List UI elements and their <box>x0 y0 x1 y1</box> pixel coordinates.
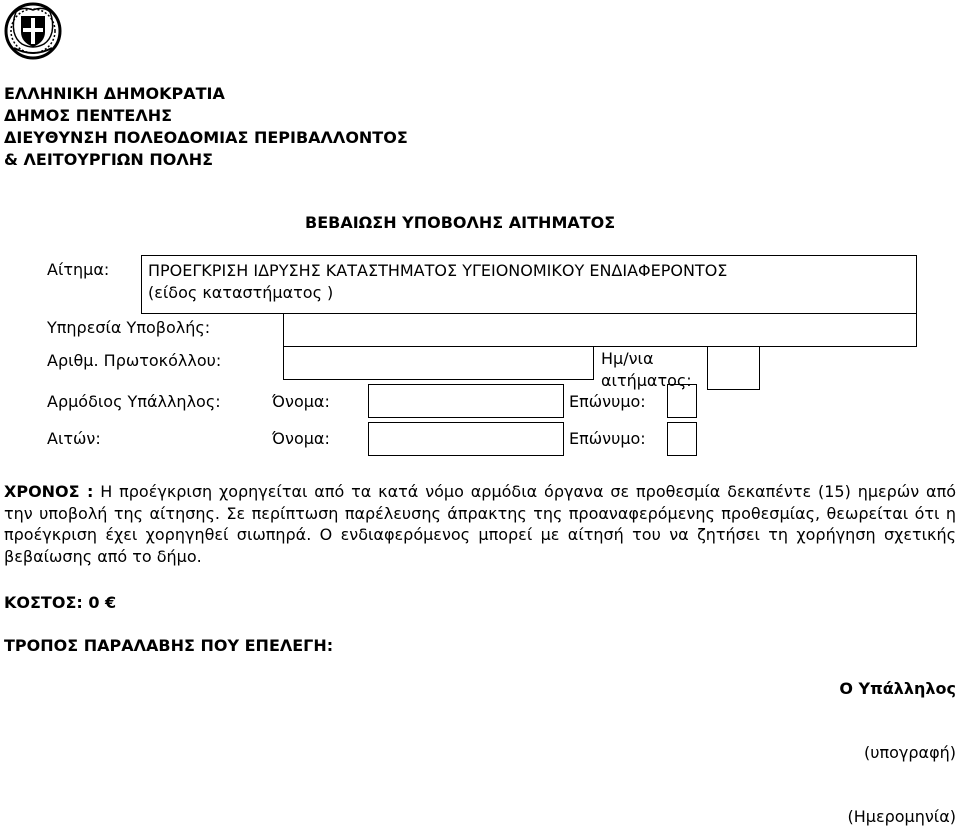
request-value-line-2: (είδος καταστήματος ) <box>148 283 334 302</box>
org-line-1: ΕΛΛΗΝΙΚΗ ΔΗΜΟΚΡΑΤΙΑ <box>4 84 225 103</box>
applicant-last-name-field[interactable] <box>667 422 697 456</box>
request-label: Αίτημα: <box>47 260 110 279</box>
date-label-line-2: αιτήματος: <box>601 371 692 390</box>
official-last-name-field[interactable] <box>667 384 697 418</box>
official-first-name-field[interactable] <box>368 384 564 418</box>
org-line-3: ΔΙΕΥΘΥΝΣΗ ΠΟΛΕΟΔΟΜΙΑΣ ΠΕΡΙΒΑΛΛΟΝΤΟΣ <box>4 128 408 147</box>
official-label: Αρμόδιος Υπάλληλος: <box>47 392 221 411</box>
cost-line: ΚΟΣΤΟΣ: 0 € <box>4 593 117 612</box>
request-value-line-1: ΠΡΟΕΓΚΡΙΣΗ ΙΔΡΥΣΗΣ ΚΑΤΑΣΤΗΜΑΤΟΣ ΥΓΕΙΟΝΟΜΙΚΟΥ ΕΝΔΙΑΦΕΡΟΝΤΟΣ <box>148 261 728 280</box>
service-label: Υπηρεσία Υποβολής: <box>47 318 211 337</box>
official-last-name-label: Επώνυμο: <box>569 392 646 411</box>
signature-date-label: (Ημερομηνία) <box>847 807 956 826</box>
applicant-first-name-field[interactable] <box>368 422 564 456</box>
applicant-first-name-label: Όνομα: <box>272 429 330 448</box>
request-value-box <box>141 255 917 314</box>
signature-title: Ο Υπάλληλος <box>839 679 956 698</box>
protocol-field[interactable] <box>283 346 594 380</box>
delivery-method-line: ΤΡΟΠΟΣ ΠΑΡΑΛΑΒΗΣ ΠΟΥ ΕΠΕΛΕΓΗ: <box>4 636 334 655</box>
greek-coat-of-arms-seal <box>4 2 62 60</box>
request-date-field[interactable] <box>707 346 760 390</box>
date-label-line-1: Ημ/νια <box>601 349 654 368</box>
time-label: ΧΡΟΝΟΣ : <box>4 482 94 501</box>
applicant-label: Αιτών: <box>47 429 101 448</box>
document-title: ΒΕΒΑΙΩΣΗ ΥΠΟΒΟΛΗΣ ΑΙΤΗΜΑΤΟΣ <box>305 213 616 232</box>
applicant-last-name-label: Επώνυμο: <box>569 429 646 448</box>
org-line-4: & ΛΕΙΤΟΥΡΓΙΩΝ ΠΟΛΗΣ <box>4 150 214 169</box>
official-first-name-label: Όνομα: <box>272 392 330 411</box>
service-field[interactable] <box>283 313 917 347</box>
signature-sign-label: (υπογραφή) <box>863 743 956 762</box>
time-paragraph <box>4 481 956 567</box>
protocol-label: Αριθμ. Πρωτοκόλλου: <box>47 351 222 370</box>
time-text: Η προέγκριση χορηγείται από τα κατά νόμο αρμόδια όργανα σε προθεσμία δεκαπέντε (15) ημερών από την υποβολή της αίτησης. Σε περίπτωση παρέλευσης άπρακτης της προαναφερόμενης προθεσμίας, θεωρείται ότι η προέγκριση έχει χορηγηθεί σιωπηρά. Ο ενδιαφερόμενος μπορεί με αίτησή του να ζητήσει τη χορήγηση σχετικής βεβαίωσης από το δήμο. <box>4 482 956 566</box>
org-line-2: ΔΗΜΟΣ ΠΕΝΤΕΛΗΣ <box>4 106 173 125</box>
